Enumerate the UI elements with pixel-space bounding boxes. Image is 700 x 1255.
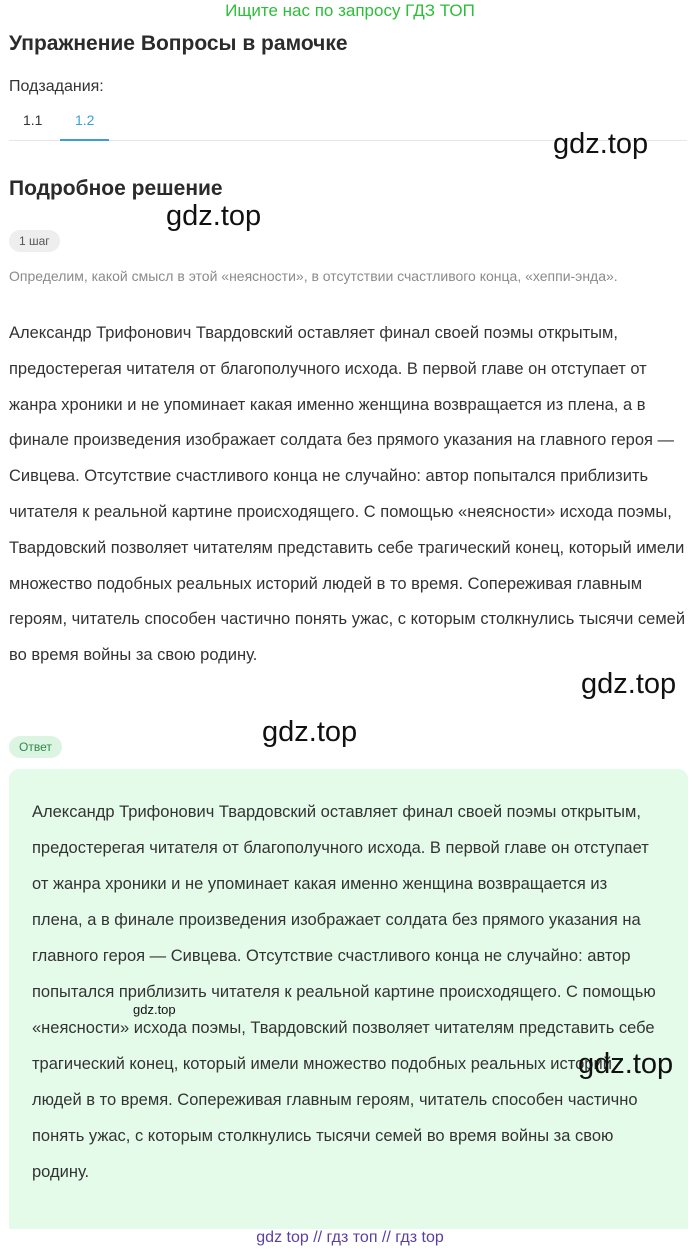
step-badge: 1 шаг [9,230,60,252]
watermark-small: gdz.top [133,1002,176,1017]
footer-links[interactable]: gdz top // гдз топ // гдз top [256,1229,444,1246]
tab-1-1[interactable]: 1.1 [23,112,43,128]
watermark: gdz.top [578,1048,674,1080]
solution-title: Подробное решение [9,177,223,200]
tab-1-2[interactable]: 1.2 [75,112,95,128]
search-banner: Ищите нас по запросу ГДЗ ТОП [225,1,475,20]
active-tab-indicator [60,139,109,141]
watermark: gdz.top [553,128,649,160]
watermark: gdz.top [581,668,677,700]
exercise-title: Упражнение Вопросы в рамочке [9,32,348,55]
watermark: gdz.top [166,200,262,232]
answer-text: Александр Трифонович Твардовский оставляет финал своей поэмы открытым, предостерегая читателя от благополучного исхода. В первой главе он отступает от жанра хроники и не упоминает какая именно женщина возвращается из плена, а в финале произведения изображает солдата без прямого указания на главного героя — Сивцева. Отсутствие счастливого конца не случайно: автор попытался приблизить читателя к реальной картине происходящего. С помощью «неясности» исхода поэмы, Твардовский позволяет читателям представить себе трагический конец, который имели множество подобных реальных историй людей в то время. Сопереживая главным героям, читатель способен частично понять ужас, с которым столкнулись тысячи семей во время войны за свою родину. [32,803,656,1181]
step-hint: Определим, какой смысл в этой «неясности», в отсутствии счастливого конца, «хеппи-энда». [9,268,618,284]
subtasks-label: Подзадания: [9,78,104,95]
solution-body: Александр Трифонович Твардовский оставляет финал своей поэмы открытым, предостерегая читателя от благополучного исхода. В первой главе он отступает от жанра хроники и не упоминает какая именно женщина возвращается из плена, а в финале произведения изображает солдата без прямого указания на главного героя — Сивцева. Отсутствие счастливого конца не случайно: автор попытался приблизить читателя к реальной картине происходящего. С помощью «неясности» исхода поэмы, Твардовский позволяет читателям представить себе трагический конец, который имели множество подобных реальных историй людей в то время. Сопереживая главным героям, читатель способен частично понять ужас, с которым столкнулись тысячи семей во время войны за свою родину. [9,324,686,665]
answer-badge: Ответ [9,736,62,758]
watermark: gdz.top [262,716,358,748]
